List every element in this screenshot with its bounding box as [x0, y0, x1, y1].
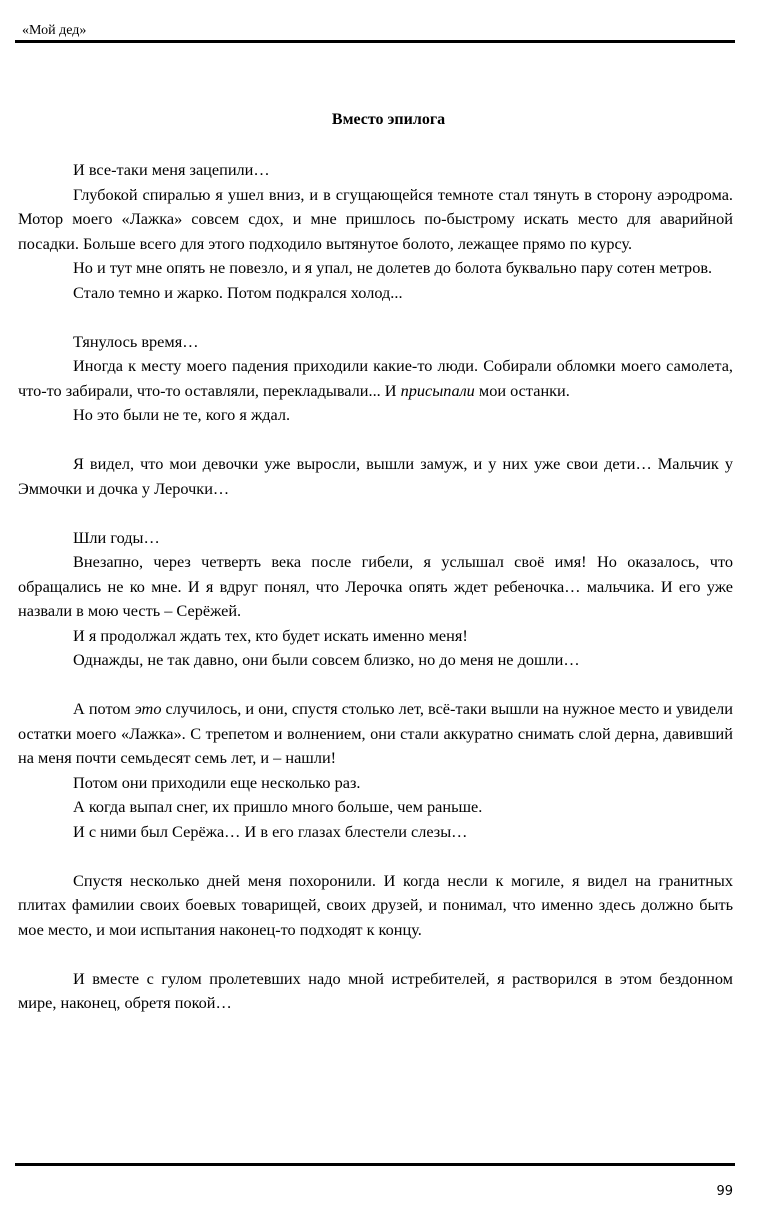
paragraph: Спустя несколько дней меня похоронили. И когда несли к могиле, я видел на гранитных плитах фамилии своих боевых товарищей, своих друзей, и понимал, что именно здесь должно быть мое место, и мои испытания наконец-то подходят к концу. [18, 870, 733, 939]
paragraph: Потом они приходили еще несколько раз. [73, 772, 361, 792]
page-number: 99 [716, 1184, 733, 1199]
paragraph: Однажды, не так давно, они были совсем близко, но до меня не дошли… [73, 650, 580, 669]
paragraph-gap [18, 942, 733, 967]
paragraph [18, 354, 733, 403]
paragraph-gap [18, 844, 733, 869]
paragraph-text: Иногда к месту моего падения приходили какие-то люди. Собирали обломки моего самолета, что-то забирали, что-то оставляли, перекладывали... И [18, 356, 733, 400]
paragraph: Но и тут мне опять не повезло, и я упал, не долетев до болота буквально пару сотен метров. [73, 258, 713, 277]
chapter-title: Вместо эпилога [331, 111, 446, 128]
footer-rule [15, 1163, 735, 1166]
paragraph-gap [18, 305, 733, 330]
paragraph: И все-таки меня зацепили… [73, 160, 270, 179]
paragraph: Тянулось время… [73, 331, 199, 351]
paragraph: Стало темно и жарко. Потом подкрался холод... [73, 282, 403, 302]
paragraph: Шли годы… [73, 527, 160, 547]
paragraph: Глубокой спиралью я ушел вниз, и в сгущающейся темноте стал тянуть в сторону аэродрома. Мотор моего «Лажка» совсем сдох, и мне пришлось по-быстрому искать место для аварийной посадки. Больше всего для этого подходило вытянутое болото, лежащее прямо по курсу. [18, 184, 733, 253]
paragraph: Но это были не те, кого я ждал. [73, 405, 291, 424]
paragraph: И я продолжал ждать тех, кто будет искать именно меня! [73, 625, 468, 645]
emphasis-text: это [134, 699, 162, 718]
paragraph [18, 697, 733, 771]
header-rule [15, 40, 735, 43]
paragraph: А когда выпал снег, их пришло много больше, чем раньше. [73, 797, 483, 816]
paragraph-gap [18, 428, 733, 453]
paragraph-text: мои останки. [474, 380, 570, 400]
paragraph-gap [18, 501, 733, 526]
chapter-body [18, 158, 733, 1016]
paragraph-text: А потом [73, 699, 135, 718]
paragraph: Я видел, что мои девочки уже выросли, вышли замуж, и у них уже свои дети… Мальчик у Эммочки и дочка у Лерочки… [18, 454, 733, 498]
running-header-title: «Мой дед» [22, 23, 87, 38]
emphasis-text: присыпали [400, 380, 475, 400]
paragraph: И с ними был Серёжа… И в его глазах блестели слезы… [73, 821, 468, 841]
paragraph: Внезапно, через четверть века после гибели, я услышал своё имя! Но оказалось, что обращались не ко мне. И я вдруг понял, что Лерочка опять ждет ребеночка… мальчика. И его уже назвали в мою честь – Серёжей. [18, 552, 733, 620]
paragraph-text: случилось, и они, спустя столько лет, всё-таки вышли на нужное место и увидели остатки моего «Лажка». С трепетом и волнением, они стали аккуратно снимать слой дерна, давивший на меня почти семьдесят семь лет, и – нашли! [18, 699, 733, 767]
paragraph-gap [18, 673, 733, 698]
paragraph: И вместе с гулом пролетевших надо мной истребителей, я растворился в этом бездонном мире, наконец, обретя покой… [18, 968, 733, 1012]
